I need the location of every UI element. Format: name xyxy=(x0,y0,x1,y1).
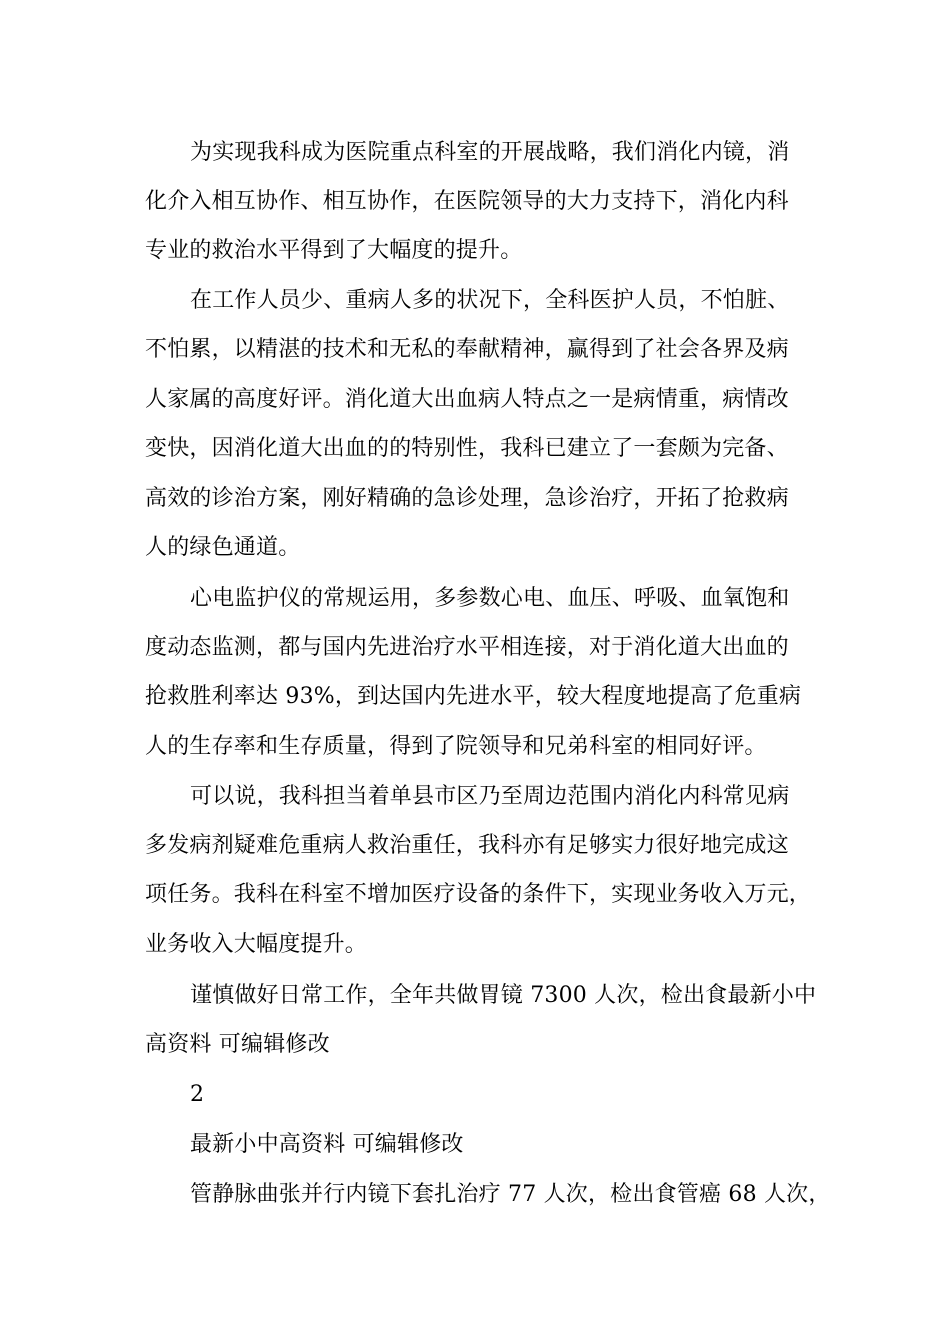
page-number: 2 xyxy=(190,1082,205,1107)
header-note: 最新小中高资料 可编辑修改 xyxy=(190,1132,464,1157)
text-line: 业务收入大幅度提升。 xyxy=(145,932,368,957)
footer-note: 高资料 可编辑修改 xyxy=(145,1032,330,1057)
text-line: 多发病剂疑难危重病人救治重任，我科亦有足够实力很好地完成这 xyxy=(145,833,789,858)
text-line: 项任务。我科在科室不增加医疗设备的条件下，实现业务收入万元， xyxy=(145,882,812,907)
text-line: 变快，因消化道大出血的的特别性，我科已建立了一套颇为完备、 xyxy=(145,436,789,461)
text-line: 为实现我科成为医院重点科室的开展战略，我们消化内镜，消 xyxy=(190,140,790,165)
text-line: 管静脉曲张并行内镜下套扎治疗 77 人次，检出食管癌 68 人次， xyxy=(190,1182,831,1207)
text-line: 人家属的高度好评。消化道大出血病人特点之一是病情重，病情改 xyxy=(145,387,789,412)
text-line: 度动态监测，都与国内先进治疗水平相连接，对于消化道大出血的 xyxy=(145,635,789,660)
text-line: 可以说，我科担当着单县市区乃至周边范围内消化内科常见病 xyxy=(190,784,790,809)
text-line: 人的绿色通道。 xyxy=(145,535,301,560)
text-line: 专业的救治水平得到了大幅度的提升。 xyxy=(145,238,523,263)
text-line: 谨慎做好日常工作，全年共做胃镜 7300 人次，检出食最新小中 xyxy=(190,983,817,1008)
text-line: 不怕累，以精湛的技术和无私的奉献精神，赢得到了社会各界及病 xyxy=(145,337,789,362)
text-line: 化介入相互协作、相互协作，在医院领导的大力支持下，消化内科 xyxy=(145,189,789,214)
text-line: 高效的诊治方案，刚好精确的急诊处理，急诊治疗，开拓了抢救病 xyxy=(145,486,789,511)
text-line: 在工作人员少、重病人多的状况下，全科医护人员，不怕脏、 xyxy=(190,288,790,313)
text-line: 抢救胜利率达 93%，到达国内先进水平，较大程度地提高了危重病 xyxy=(145,684,802,709)
text-line: 人的生存率和生存质量，得到了院领导和兄弟科室的相同好评。 xyxy=(145,734,767,759)
text-line: 心电监护仪的常规运用，多参数心电、血压、呼吸、血氧饱和 xyxy=(190,586,790,611)
